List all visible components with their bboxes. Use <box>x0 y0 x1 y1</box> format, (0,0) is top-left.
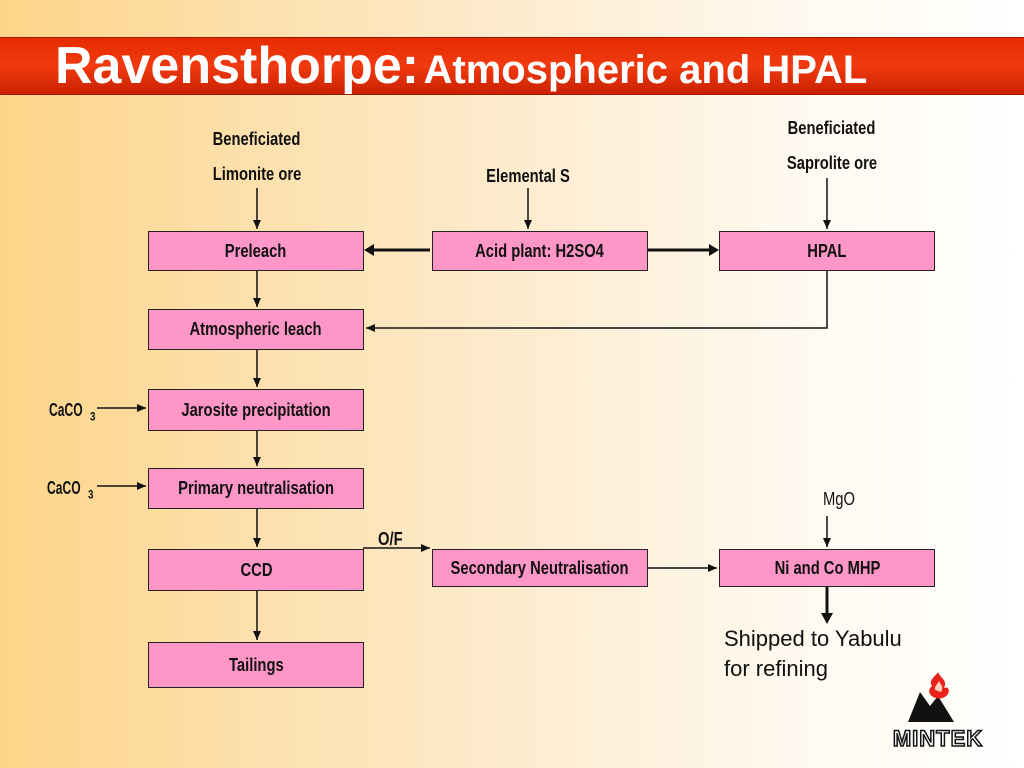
output-shipped <box>724 624 902 684</box>
box-jarosite: Jarosite precipitation <box>148 389 364 431</box>
label-caco3-primary: CaCO $_3$ <box>47 478 94 502</box>
title-main: Ravensthorpe: <box>55 37 420 95</box>
box-mhp: Ni and Co MHP <box>719 549 935 587</box>
label-overflow: O/F <box>378 529 403 549</box>
box-atmospheric-leach: Atmospheric leach <box>148 309 364 350</box>
label-saprolite <box>772 111 892 181</box>
arrow-hpal-to-atm <box>366 270 827 328</box>
box-preleach: Preleach <box>148 231 364 271</box>
box-primary-neutralisation: Primary neutralisation <box>148 468 364 509</box>
output-line2: for refining <box>724 656 828 681</box>
logo-mountain-icon <box>908 692 954 722</box>
label-saprolite-line2: Saprolite ore <box>786 153 878 173</box>
box-tailings: Tailings <box>148 642 364 688</box>
box-acid-plant: Acid plant: H2SO4 <box>432 231 648 271</box>
title-sub: Atmospheric and HPAL <box>423 48 868 92</box>
label-limonite-line2: Limonite ore <box>212 164 302 184</box>
box-hpal: HPAL <box>719 231 935 271</box>
output-line1: Shipped to Yabulu <box>724 626 902 651</box>
label-limonite <box>197 122 317 192</box>
mintek-logo <box>878 672 998 752</box>
label-caco3-jarosite: CaCO $_3$ <box>49 400 96 424</box>
box-ccd: CCD <box>148 549 364 591</box>
label-limonite-line1: Beneficiated <box>213 129 301 149</box>
label-mgo: MgO <box>823 489 855 509</box>
box-secondary-neutralisation: Secondary Neutralisation <box>432 549 648 587</box>
label-saprolite-line1: Beneficiated <box>788 118 876 138</box>
logo-text: MINTEK <box>892 726 984 751</box>
label-sulfur: Elemental S <box>486 166 570 186</box>
